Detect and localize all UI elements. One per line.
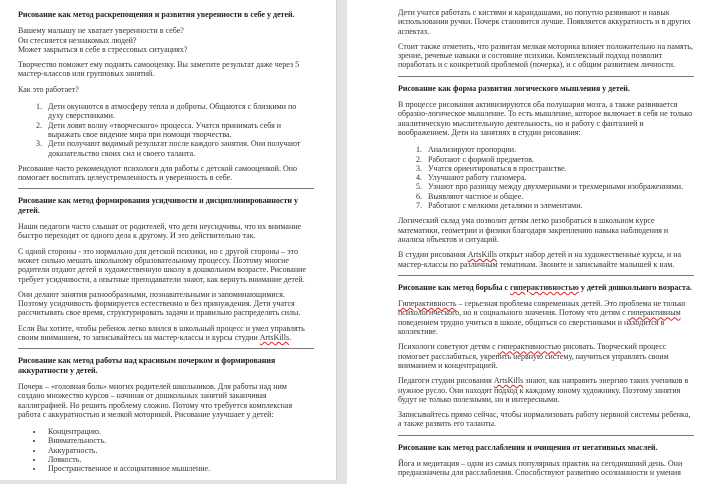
paragraph: Записывайтесь прямо сейчас, чтобы нормализовать работу нервной системы ребенка, а также развить его таланты.: [398, 410, 691, 429]
text-line: Вашему малышу не хватает уверенности в себе?: [18, 26, 184, 36]
misspelled-word: гиперактивностью: [510, 282, 579, 292]
misspelled-word: ArtsKills: [259, 333, 290, 343]
paragraph: [398, 299, 694, 336]
list-item: 1. Дети окунаются в атмосферу тепла и доброты. Общаются с близкими по духу сверстниками.: [44, 102, 314, 121]
section-heading: [398, 283, 694, 292]
text-run: рисовать. Творческий процесс помогает расслабиться, укрепить нервную систему, научиться управлять своим вниманием и концентрацией.: [398, 342, 669, 370]
paragraph: Стоит также отметить, что развитая мелкая моторика влияет положительно на память, зрение, речевые навыки и состояние психики. Комплексный подход позволит поработать и с конкретной проблемой (почерка), и с общим развитием личности.: [398, 41, 693, 70]
paragraph: [18, 26, 314, 54]
numbered-list: [398, 145, 694, 210]
list-item: 4. Улучшают работу глазомера.: [424, 173, 694, 182]
paragraph: Йога и медитация – одни из самых популярных практик на сегодняшний день. Они предназначены для расслабления. Способствуют развитию осознанности и умения: [398, 458, 683, 478]
text-line: Может закрыться в себе в стрессовых ситуациях?: [18, 44, 188, 54]
list-item: 6. Выявляют частное и общее.: [424, 192, 694, 201]
paragraph: Логический склад ума позволит детям легко разобраться в школьном курсе математики, геометрии и физики благодаря закреплению навыка наблюдения и анализа объектов и ситуаций.: [398, 216, 669, 244]
paragraph: [398, 342, 694, 370]
paragraph: [18, 324, 314, 343]
list-item: • Ловкость.: [44, 455, 314, 464]
misspelled-word: Гиперактивность: [398, 299, 457, 309]
paragraph: В процессе рисования активизируются оба полушария мозга, а также развивается образно-логическое мышление. То есть мышление, которое включает в себя не только аналитическую мыслительную деятельность, но и работу с фантазией и воображением. Дети на занятиях в студии рисования:: [398, 100, 693, 137]
paragraph: Творчество поможет ему поднять самооценку. Вы заметите результат даже через 5 мастер-классов или групповых занятий.: [18, 60, 300, 79]
paragraph: Как это работает?: [18, 84, 79, 94]
section-divider: [18, 188, 314, 189]
list-item: • Концентрацию.: [44, 427, 314, 436]
section-heading: Рисование как метод формирования усидчивости и дисциплинированности у детей.: [18, 196, 298, 215]
text-line: Он стесняется незнакомых людей?: [18, 35, 137, 45]
paragraph: С одной стороны - это нормально для детской психики, но с другой стороны – это может сильно мешать школьному образовательному процессу. Поэтому многие родители отдают детей в художественную школу в дошкольном возрасте. Рисование требует усидчивости, а опытные преподаватели знают, как вернуть внимание детей.: [18, 246, 306, 284]
list-item: 7. Работают с мелкими деталями и элементами.: [424, 201, 694, 210]
text-run: открыт набор детей и на художественные курсы, и на мастер-классы по различным тематикам. Звоните и записывайте малышей к нам.: [398, 250, 682, 269]
text-run: Если Вы хотите, чтобы ребенок легко влился в школьный процесс и умел управлять своим вниманием, то записывайтесь на мастер-классы и курсы студии: [18, 323, 305, 343]
numbered-list: [18, 102, 314, 158]
misspelled-word: гиперактивным: [627, 308, 681, 318]
text-run: – серьезная проблема современных детей. Это проблема не только психологического, но и социального значения. Потому что детям с: [398, 299, 686, 318]
paragraph: [398, 376, 694, 404]
paragraph: Дети учатся работать с кистями и карандашами, но попутно развивают и навык использования ручки. Почерк становится лучше. Появляется аккуратность и в других аспектах.: [398, 8, 691, 36]
list-item: • Внимательность.: [44, 436, 314, 445]
list-item: 2. Дети ловят волну «творческого» процесса. Учатся принимать себя и выражать свое видение мира при помощи творчества.: [44, 121, 314, 140]
list-item: 1. Анализируют пропорции.: [424, 145, 694, 154]
list-item: 5. Узнают про разницу между двухмерными и трехмерными изображениями.: [424, 182, 694, 191]
document-page-left[interactable]: [0, 0, 337, 480]
section-heading: Рисование как метод работы над красивым почерком и формирования аккуратности у детей.: [18, 356, 276, 375]
bullet-list: [18, 427, 314, 473]
list-item: 3. Учатся ориентироваться в пространстве.: [424, 164, 694, 173]
section-heading: Рисование как метод расслабления и очищения от негативных мыслей.: [398, 442, 658, 452]
text-run: у детей дошкольного возраста.: [578, 282, 692, 292]
paragraph: [398, 250, 694, 269]
text-run: Психологи советуют детям с: [398, 342, 498, 352]
misspelled-word: ArtsKills: [493, 376, 524, 386]
section-divider: [398, 275, 694, 276]
list-item: 3. Дети получают видимый результат после каждого занятия. Они получают доказательство своих сил и своего таланта.: [44, 139, 314, 158]
paragraph: Рисование часто рекомендуют психологи для работы с детской самооценкой. Оно помогает воспитать целеустремленность и уверенность в себе.: [18, 163, 298, 183]
section-heading: Рисование как форма развития логического мышления у детей.: [398, 83, 630, 93]
paragraph: Почерк – «головная боль» многих родителей школьников. Для работы над ним создано множество курсов – начиная от дошкольных занятий заканчивая каллиграфией. Но решить проблему сложно. Потому что требуется комплексная работа с аккуратностью и мелкой моторикой. Рисование улучшает у детей:: [18, 381, 293, 419]
text-run: поведением трудно учиться в школе, общаться со сверстниками и находится в коллективе.: [398, 317, 665, 337]
misspelled-word: гиперактивностью: [497, 342, 562, 352]
section-heading: Рисование как метод раскрепощения и развития уверенности в себе у детей.: [18, 10, 295, 19]
text-run: В студии рисования: [398, 250, 468, 260]
text-run: .: [289, 333, 292, 343]
section-divider: [398, 435, 694, 436]
section-divider: [398, 76, 694, 77]
section-divider: [18, 348, 314, 349]
paragraph: Наши педагоги часто слышат от родителей, что дети неусидчивы, что их внимание быстро переходит от одного дела к другому. И это действительно так.: [18, 222, 302, 241]
document-page-right[interactable]: [347, 0, 720, 484]
text-run: знают, как направить энергию таких учеников в нужное русло. Они находят подход к каждому юному художнику. Поэтому занятия будут не только полезными, но и интересными.: [398, 376, 689, 404]
list-item: • Пространственное и ассоциативное мышление.: [44, 464, 314, 473]
list-item: 2. Работают с формой предметов.: [424, 155, 694, 164]
paragraph: Они делают занятия разнообразными, познавательными и запоминающимися. Поэтому усидчивость формируется естественно и без принуждения. Дети учатся рассчитывать свое время, структурировать задачи и правильно распределять силы.: [18, 289, 301, 318]
text-run: Педагоги студии рисования: [398, 376, 494, 386]
text-run: Рисование как метод борьбы с: [398, 282, 511, 292]
list-item: • Аккуратность.: [44, 446, 314, 455]
misspelled-word: ArtsKills: [467, 250, 498, 260]
